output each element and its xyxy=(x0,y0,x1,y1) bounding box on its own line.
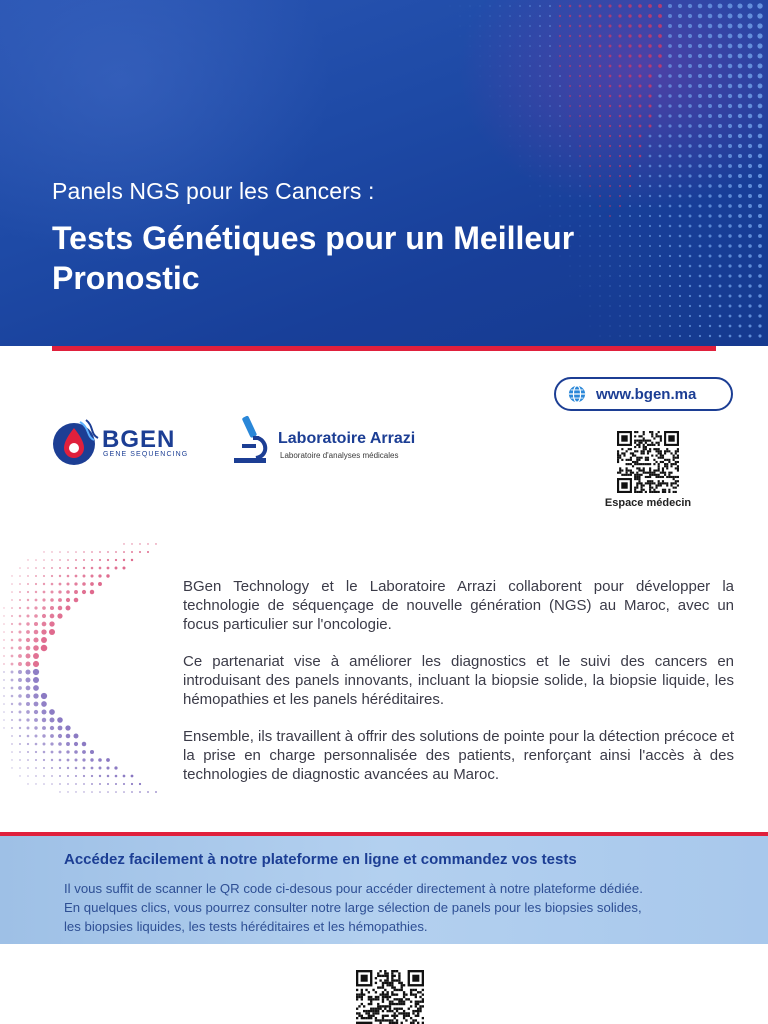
globe-icon xyxy=(568,385,586,403)
paragraph-together: Ensemble, ils travaillent à offrir des solutions de pointe pour la détection précoce et la prise en charge personnalisée des patients, renforçant ainsi l'accès à des technologies de diagnostic avancées au Maroc. xyxy=(183,728,734,783)
bgen-emblem-icon xyxy=(50,418,100,466)
arrazi-logo xyxy=(232,414,462,466)
qr-code-platform[interactable] xyxy=(356,970,424,1024)
hero-banner xyxy=(0,0,768,346)
website-url: www.bgen.ma xyxy=(596,385,697,403)
hero-title-line-2: Pronostic xyxy=(52,260,200,296)
bgen-wordmark: BGEN xyxy=(102,426,176,453)
decorative-dot-swoosh xyxy=(0,540,190,800)
hero-subtitle: Panels NGS pour les Cancers : xyxy=(52,178,375,204)
paragraph-collaboration: BGen Technology et le Laboratoire Arrazi collaborent pour développer la technologie de séquençage de nouvelle génération (NGS) au Maroc, avec un focus particulier sur l'oncologie. xyxy=(183,578,734,633)
callout-line-2: En quelques clics, vous pourrez consulter notre large sélection de panels pour les biopsies solides, xyxy=(64,900,642,915)
arrazi-wordmark: Laboratoire Arrazi xyxy=(278,430,416,447)
qr-code-doctor-space[interactable] xyxy=(617,431,679,493)
hero-divider xyxy=(52,346,716,351)
bgen-logo xyxy=(50,418,200,466)
callout-line-3: les biopsies liquides, les tests héréditaires et les hémopathies. xyxy=(64,919,428,934)
website-link[interactable] xyxy=(554,377,733,411)
platform-callout xyxy=(0,836,768,944)
hero-title xyxy=(52,218,732,298)
bgen-tagline: GENE SEQUENCING xyxy=(103,451,189,458)
hero-title-line-1: Tests Génétiques pour un Meilleur xyxy=(52,220,575,256)
qr-code-label: Espace médecin xyxy=(604,497,692,509)
microscope-icon xyxy=(232,414,272,466)
intro-text xyxy=(183,577,734,802)
arrazi-tagline: Laboratoire d'analyses médicales xyxy=(280,451,399,460)
callout-heading: Accédez facilement à notre plateforme en ligne et commandez vos tests xyxy=(64,851,577,868)
callout-line-1: Il vous suffit de scanner le QR code ci-desous pour accéder directement à notre plateforme dédiée. xyxy=(64,881,643,896)
paragraph-partnership: Ce partenariat vise à améliorer les diagnostics et le suivi des cancers en introduisant des panels innovants, incluant la biopsie solide, la biopsie liquide, les hémopathies et les panels héréditaires. xyxy=(183,653,734,708)
